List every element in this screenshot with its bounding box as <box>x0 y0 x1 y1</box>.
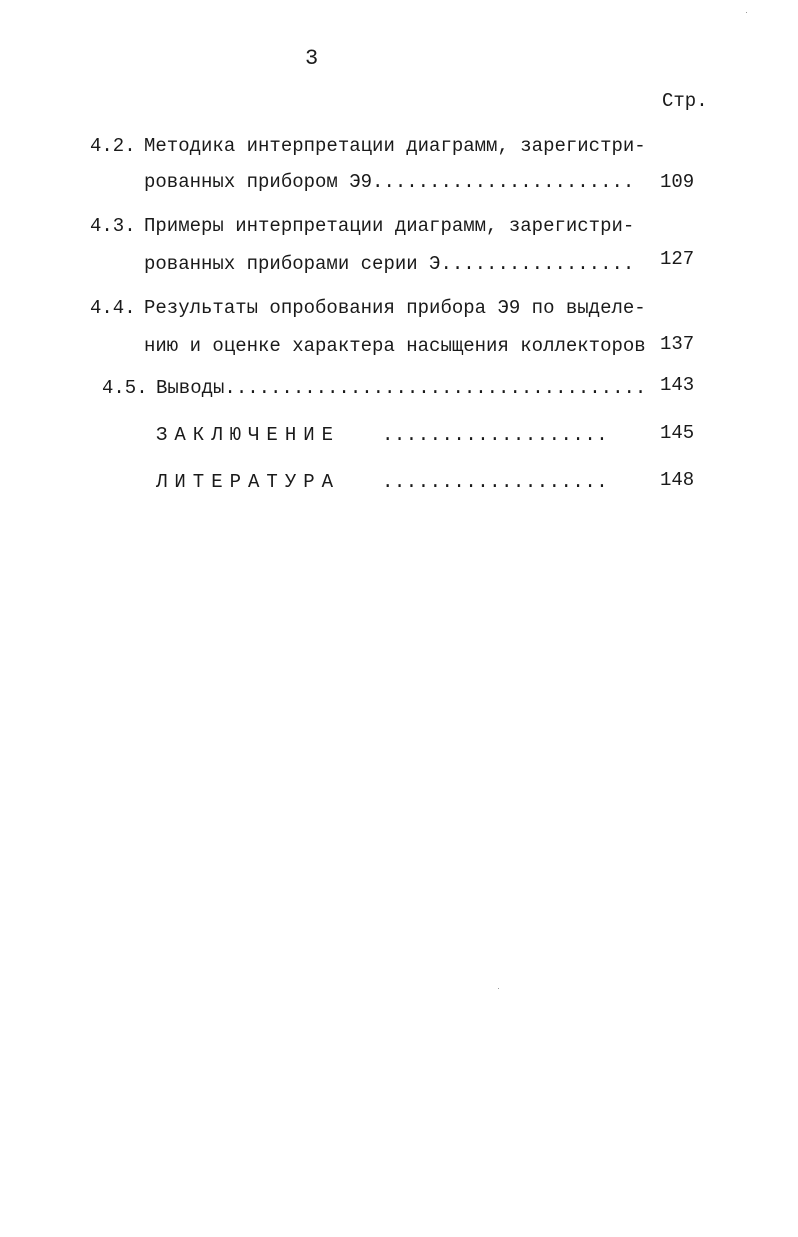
toc-entry-title-line2: нию и оценке характера насыщения коллекторов <box>144 335 646 357</box>
toc-entry-title-line1: Примеры интерпретации диаграмм, зарегистри- <box>144 215 635 237</box>
toc-entry-page: 148 <box>660 469 695 491</box>
toc-entry-title: ЛИТЕРАТУРА <box>156 471 341 493</box>
scan-speck <box>746 12 747 13</box>
toc-entry-dots: ................... <box>382 424 609 446</box>
toc-entry-page: 137 <box>660 333 695 355</box>
toc-entry-title-line1: Выводы..................................... <box>156 377 647 399</box>
toc-entry-number: 4.5. <box>102 377 148 399</box>
toc-entry-page: 127 <box>660 248 695 270</box>
toc-entry-number: 4.2. <box>90 135 136 157</box>
toc-entry-number: 4.3. <box>90 215 136 237</box>
toc-entry-title-line2: рованных прибором Э9....................... <box>144 171 635 193</box>
toc-entry-page: 109 <box>660 171 695 193</box>
toc-entry-title: ЗАКЛЮЧЕНИЕ <box>156 424 341 446</box>
toc-entry-number: 4.4. <box>90 297 136 319</box>
toc-entry-dots: ................... <box>382 471 609 493</box>
toc-entry-page: 145 <box>660 422 695 444</box>
toc-entry-title-line1: Методика интерпретации диаграмм, зарегистри- <box>144 135 646 157</box>
page-number: 3 <box>305 46 319 71</box>
page-column-label: Стр. <box>662 90 708 112</box>
toc-entry-title-line1: Результаты опробования прибора Э9 по выделе- <box>144 297 646 319</box>
toc-entry-page: 143 <box>660 374 695 396</box>
scan-speck <box>498 988 499 989</box>
toc-entry-title-line2: рованных приборами серии Э................. <box>144 253 635 275</box>
